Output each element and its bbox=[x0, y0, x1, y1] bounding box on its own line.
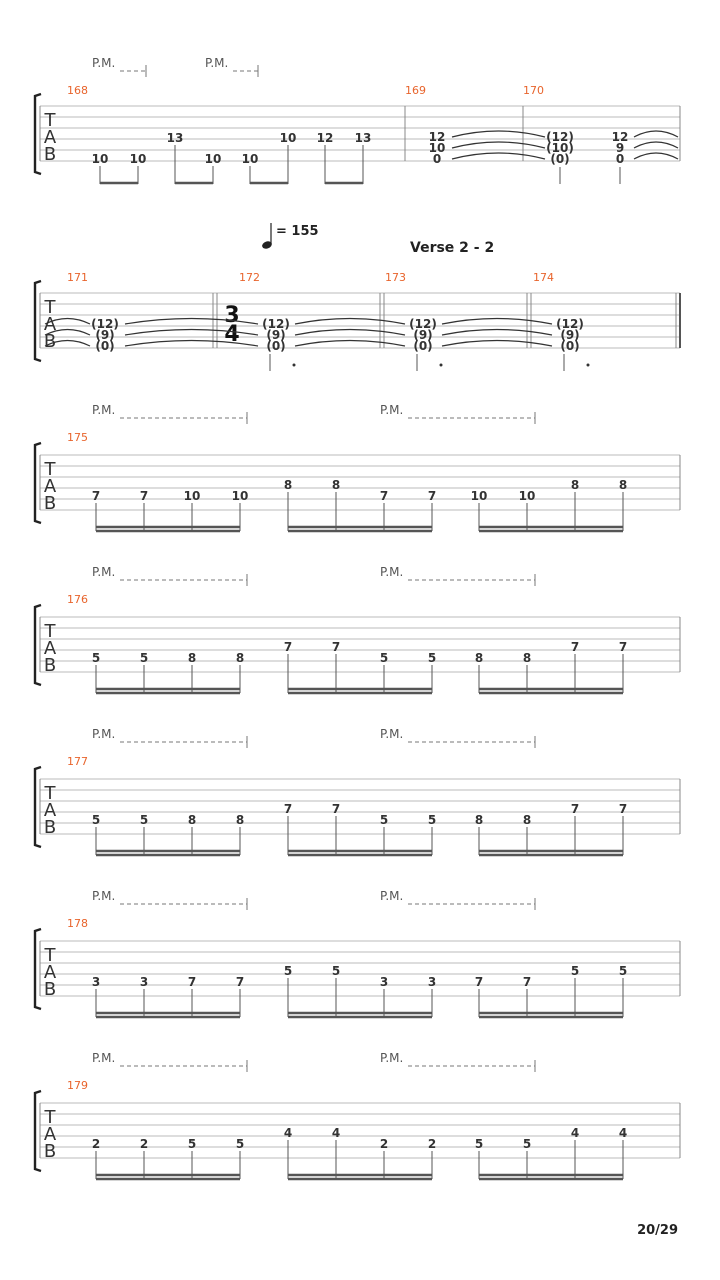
fret-number: (0) bbox=[550, 152, 570, 166]
tie-arc bbox=[634, 153, 678, 159]
fret-number: (0) bbox=[413, 339, 433, 353]
tie-arc bbox=[452, 131, 545, 137]
fret-number: 3 bbox=[91, 975, 101, 989]
tab-letter-b: B bbox=[43, 493, 57, 514]
fret-number: 7 bbox=[474, 975, 484, 989]
fret-number: 10 bbox=[91, 152, 109, 166]
fret-number: 10 bbox=[279, 131, 297, 145]
fret-number: 7 bbox=[235, 975, 245, 989]
tab-letter-b: B bbox=[43, 144, 57, 165]
fret-number: 4 bbox=[331, 1126, 341, 1140]
fret-number: 8 bbox=[331, 478, 341, 492]
tie-arc bbox=[442, 319, 552, 325]
dot bbox=[293, 364, 296, 367]
tab-letter-a: A bbox=[43, 800, 57, 821]
tab-letter-a: A bbox=[43, 314, 57, 335]
measure-number: 176 bbox=[67, 593, 88, 606]
fret-number: 7 bbox=[618, 640, 628, 654]
palm-mute-label: P.M. bbox=[92, 403, 116, 417]
palm-mute-label: P.M. bbox=[380, 889, 404, 903]
palm-mute-label: P.M. bbox=[92, 56, 116, 70]
measure-number: 171 bbox=[67, 271, 88, 284]
palm-mute-label: P.M. bbox=[92, 889, 116, 903]
tie-arc bbox=[442, 330, 552, 336]
tab-letter-b: B bbox=[43, 979, 57, 1000]
fret-number: (0) bbox=[560, 339, 580, 353]
fret-number: 5 bbox=[427, 651, 437, 665]
fret-number: 10 bbox=[231, 489, 249, 503]
fret-number: (9) bbox=[95, 328, 115, 342]
fret-number: 12 bbox=[428, 130, 446, 144]
fret-number: 5 bbox=[474, 1137, 484, 1151]
fret-number: 3 bbox=[379, 975, 389, 989]
time-signature-top: 3 bbox=[224, 303, 240, 328]
measure-number: 179 bbox=[67, 1079, 88, 1092]
fret-number: 4 bbox=[570, 1126, 580, 1140]
fret-number: 5 bbox=[427, 813, 437, 827]
measure-number: 174 bbox=[533, 271, 554, 284]
fret-number: 5 bbox=[570, 964, 580, 978]
tie-arc bbox=[634, 142, 678, 148]
measure-number: 170 bbox=[523, 84, 544, 97]
fret-number: 5 bbox=[187, 1137, 197, 1151]
measure-number: 169 bbox=[405, 84, 426, 97]
fret-number: 7 bbox=[331, 802, 341, 816]
fret-number: 10 bbox=[518, 489, 536, 503]
fret-number: 10 bbox=[183, 489, 201, 503]
palm-mute-label: P.M. bbox=[380, 727, 404, 741]
fret-number: 9 bbox=[615, 141, 625, 155]
fret-number: (9) bbox=[560, 328, 580, 342]
fret-number: 13 bbox=[166, 131, 184, 145]
tab-letter-t: T bbox=[44, 459, 56, 480]
fret-number: 8 bbox=[522, 813, 532, 827]
palm-mute-label: P.M. bbox=[380, 565, 404, 579]
fret-number: 5 bbox=[331, 964, 341, 978]
fret-number: 5 bbox=[379, 651, 389, 665]
fret-number: 4 bbox=[283, 1126, 293, 1140]
tempo-marking: = 155 bbox=[276, 224, 319, 239]
fret-number: 8 bbox=[235, 651, 245, 665]
tie-arc bbox=[295, 319, 405, 325]
dot bbox=[440, 364, 443, 367]
fret-number: 8 bbox=[570, 478, 580, 492]
measure-number: 173 bbox=[385, 271, 406, 284]
tab-letter-t: T bbox=[44, 297, 56, 318]
fret-number: 2 bbox=[427, 1137, 437, 1151]
fret-number: 10 bbox=[241, 152, 259, 166]
fret-number: 7 bbox=[283, 640, 293, 654]
fret-number: 5 bbox=[139, 813, 149, 827]
fret-number: 3 bbox=[139, 975, 149, 989]
time-signature-bottom: 4 bbox=[224, 322, 240, 347]
palm-mute-label: P.M. bbox=[380, 403, 404, 417]
palm-mute-label: P.M. bbox=[92, 727, 116, 741]
fret-number: 10 bbox=[204, 152, 222, 166]
palm-mute-label: P.M. bbox=[92, 565, 116, 579]
tab-letter-b: B bbox=[43, 655, 57, 676]
tie-arc bbox=[442, 341, 552, 347]
fret-number: 8 bbox=[474, 813, 484, 827]
fret-number: 8 bbox=[235, 813, 245, 827]
fret-number: 7 bbox=[570, 802, 580, 816]
tab-letter-b: B bbox=[43, 331, 57, 352]
measure-number: 175 bbox=[67, 431, 88, 444]
fret-number: 8 bbox=[474, 651, 484, 665]
tie-arc bbox=[452, 153, 545, 159]
fret-number: 5 bbox=[235, 1137, 245, 1151]
fret-number: (12) bbox=[262, 317, 290, 331]
fret-number: (12) bbox=[556, 317, 584, 331]
fret-number: 8 bbox=[187, 651, 197, 665]
palm-mute-label: P.M. bbox=[92, 1051, 116, 1065]
tie-arc bbox=[295, 330, 405, 336]
fret-number: 8 bbox=[283, 478, 293, 492]
fret-number: 7 bbox=[331, 640, 341, 654]
palm-mute-label: P.M. bbox=[380, 1051, 404, 1065]
fret-number: (0) bbox=[95, 339, 115, 353]
fret-number: 7 bbox=[91, 489, 101, 503]
fret-number: 12 bbox=[316, 131, 334, 145]
fret-number: 5 bbox=[283, 964, 293, 978]
fret-number: 4 bbox=[618, 1126, 628, 1140]
fret-number: 2 bbox=[139, 1137, 149, 1151]
tab-letter-a: A bbox=[43, 476, 57, 497]
measure-number: 168 bbox=[67, 84, 88, 97]
fret-number: 5 bbox=[91, 813, 101, 827]
tab-letter-t: T bbox=[44, 945, 56, 966]
tab-letter-t: T bbox=[44, 621, 56, 642]
fret-number: 0 bbox=[432, 152, 442, 166]
fret-number: 5 bbox=[618, 964, 628, 978]
fret-number: (10) bbox=[546, 141, 574, 155]
tab-letter-b: B bbox=[43, 1141, 57, 1162]
measure-number: 172 bbox=[239, 271, 260, 284]
tab-letter-a: A bbox=[43, 638, 57, 659]
fret-number: 7 bbox=[522, 975, 532, 989]
fret-number: 10 bbox=[428, 141, 446, 155]
fret-number: 7 bbox=[427, 489, 437, 503]
measure-number: 178 bbox=[67, 917, 88, 930]
fret-number: 13 bbox=[354, 131, 372, 145]
fret-number: 5 bbox=[91, 651, 101, 665]
fret-number: (0) bbox=[266, 339, 286, 353]
fret-number: 10 bbox=[470, 489, 488, 503]
fret-number: 7 bbox=[283, 802, 293, 816]
fret-number: (12) bbox=[546, 130, 574, 144]
fret-number: 3 bbox=[427, 975, 437, 989]
fret-number: 7 bbox=[139, 489, 149, 503]
tab-letter-t: T bbox=[44, 783, 56, 804]
fret-number: 5 bbox=[379, 813, 389, 827]
fret-number: 0 bbox=[615, 152, 625, 166]
section-label: Verse 2 - 2 bbox=[410, 240, 495, 256]
fret-number: 5 bbox=[522, 1137, 532, 1151]
dot bbox=[587, 364, 590, 367]
fret-number: 5 bbox=[139, 651, 149, 665]
fret-number: 10 bbox=[129, 152, 147, 166]
fret-number: 7 bbox=[187, 975, 197, 989]
fret-number: (9) bbox=[413, 328, 433, 342]
fret-number: 2 bbox=[379, 1137, 389, 1151]
fret-number: 7 bbox=[379, 489, 389, 503]
tie-arc bbox=[452, 142, 545, 148]
measure-number: 177 bbox=[67, 755, 88, 768]
tab-letter-a: A bbox=[43, 1124, 57, 1145]
tab-letter-a: A bbox=[43, 962, 57, 983]
tie-arc bbox=[295, 341, 405, 347]
palm-mute-label: P.M. bbox=[205, 56, 229, 70]
tab-letter-t: T bbox=[44, 110, 56, 131]
tab-letter-b: B bbox=[43, 817, 57, 838]
fret-number: 12 bbox=[611, 130, 629, 144]
tie-arc bbox=[634, 131, 678, 137]
fret-number: 7 bbox=[618, 802, 628, 816]
fret-number: (12) bbox=[409, 317, 437, 331]
fret-number: 2 bbox=[91, 1137, 101, 1151]
tab-letter-t: T bbox=[44, 1107, 56, 1128]
tab-letter-a: A bbox=[43, 127, 57, 148]
fret-number: 8 bbox=[187, 813, 197, 827]
fret-number: 8 bbox=[618, 478, 628, 492]
page-number: 20/29 bbox=[637, 1223, 678, 1238]
fret-number: 7 bbox=[570, 640, 580, 654]
fret-number: 8 bbox=[522, 651, 532, 665]
fret-number: (12) bbox=[91, 317, 119, 331]
fret-number: (9) bbox=[266, 328, 286, 342]
